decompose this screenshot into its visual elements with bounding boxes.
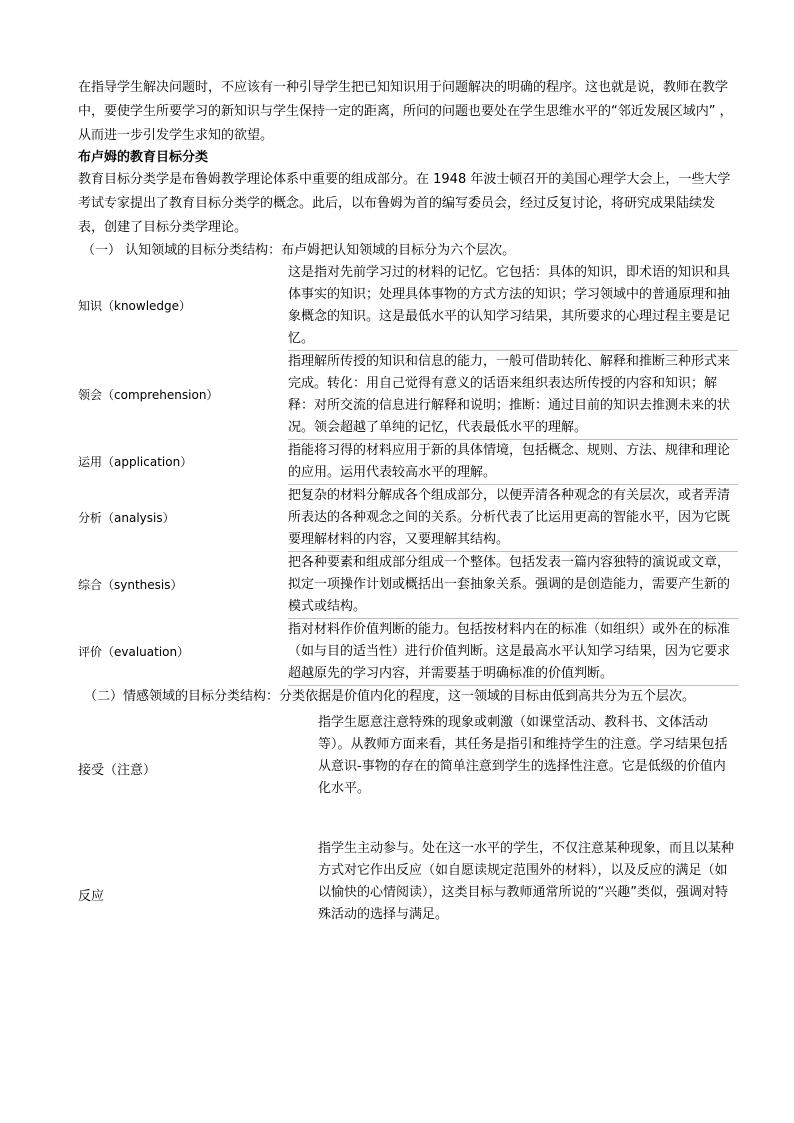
description-cell: 把各种要素和组成部分组成一个整体。包括发表一篇内容独特的演说或文章，拟定一项操作计划或概括出一套抽象关系。强调的是创造能力，需要产生新的模式或结构。 xyxy=(288,552,738,619)
description-cell: 指学生主动参与。处在这一水平的学生，不仅注意某种现象，而且以某种方式对它作出反应（如自愿读规定范围外的材料），以及反应的满足（如以愉快的心情阅读），这类目标与教师通常所说的“兴趣”类似，强调对特殊活动的选择与满足。 xyxy=(318,841,735,922)
term-cell: 运用（application） xyxy=(78,455,193,469)
table-row xyxy=(78,619,738,686)
table-row xyxy=(78,834,738,960)
affective-title: （二）情感领域的目标分类结构：分类依据是价值内化的程度，这一领域的目标由低到高共分为五个层次。 xyxy=(84,689,696,704)
term-cell: 综合（synthesis） xyxy=(78,578,183,592)
section-heading: 布卢姆的教育目标分类 xyxy=(78,150,209,165)
term-cell: 分析（analysis） xyxy=(78,511,175,525)
description-cell: 指理解所传授的知识和信息的能力，一般可借助转化、解释和推断三种形式来完成。转化：用自己觉得有意义的话语来组织表达所传授的内容和知识；解释：对所交流的信息进行解释和说明；推断：通过目前的知识去推测未来的状况。领会超越了单纯的记忆，代表最低水平的理解。 xyxy=(288,351,738,440)
term-cell: 评价（evaluation） xyxy=(78,645,190,659)
term-cell: 反应 xyxy=(78,889,105,904)
table-row xyxy=(78,262,738,351)
term-cell: 知识（knowledge） xyxy=(78,299,192,314)
description-cell: 指能将习得的材料应用于新的具体情境，包括概念、规则、方法、规律和理论的应用。运用代表较高水平的理解。 xyxy=(288,440,738,485)
description-cell: 把复杂的材料分解成各个组成部分，以便弄清各种观念的有关层次，或者弄清所表达的各种观念之间的关系。分析代表了比运用更高的智能水平，因为它既要理解材料的内容，又要理解其结构。 xyxy=(288,485,738,552)
term-cell: 领会（comprehension） xyxy=(78,388,219,402)
cognitive-title: （一） 认知领域的目标分类结构：布卢姆把认知领域的目标分为六个层次。 xyxy=(82,243,516,258)
cognitive-table xyxy=(78,262,738,686)
table-row xyxy=(78,485,738,552)
description-cell: 指对材料作价值判断的能力。包括按材料内在的标准（如组织）或外在的标准（如与目的适当性）进行价值判断。这是最高水平认知学习结果，因为它要求超越原先的学习内容，并需要基于明确标准的价值判断。 xyxy=(288,619,738,686)
description-cell: 指学生愿意注意特殊的现象或刺激（如课堂活动、教科书、文体活动等）。从教师方面来看，其任务是指引和维持学生的注意。学习结果包括从意识-事物的存在的简单注意到学生的选择性注意。它是低级的价值内化水平。 xyxy=(318,715,728,796)
table-row xyxy=(78,708,738,834)
table-row xyxy=(78,440,738,485)
bloom-paragraph: 教育目标分类学是布鲁姆教学理论体系中重要的组成部分。在 1948 年波士顿召开的美国心理学大会上，一些大学考试专家提出了教育目标分类学的概念。此后，以布鲁姆为首的编写委员会，经过反复讨论，将研究成果陆续发表，创建了目标分类学理论。 xyxy=(78,172,731,235)
table-row xyxy=(78,351,738,440)
affective-table xyxy=(78,708,738,960)
intro-paragraph: 在指导学生解决问题时，不应该有一种引导学生把已知知识用于问题解决的明确的程序。这也就是说，教师在教学中，要使学生所要学习的新知识与学生保持一定的距离，所问的问题也要处在学生思维水平的“邻近发展区域内” ，从而进一步引发学生求知的欲望。 xyxy=(78,80,733,143)
document xyxy=(78,76,738,960)
term-cell: 接受（注意） xyxy=(78,763,157,778)
table-row xyxy=(78,552,738,619)
description-cell: 这是指对先前学习过的材料的记忆。它包括：具体的知识，即术语的知识和具体事实的知识；处理具体事物的方式方法的知识；学习领域中的普通原理和抽象概念的知识。这是最低水平的认知学习结果，其所要求的心理过程主要是记忆。 xyxy=(288,262,738,351)
